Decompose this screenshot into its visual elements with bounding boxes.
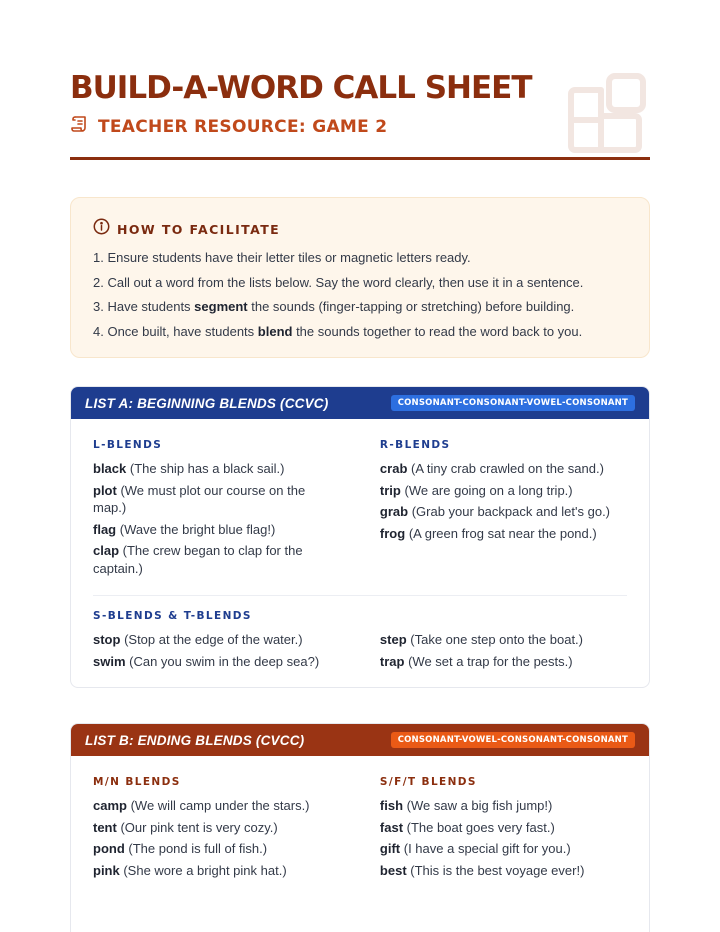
word-entry: black (The ship has a black sail.) [93,461,285,476]
word-entry: flag (Wave the bright blue flag!) [93,521,276,537]
s-blends-column [93,631,380,674]
word-entry: grab (Grab your backpack and let's go.) [379,504,611,519]
list-a-header [71,387,649,419]
word-entry: trap (We set a trap for the pests.) [379,653,573,669]
emphasis-segment: segment [194,299,248,314]
word-entry: best (This is the best voyage ever!) [379,862,585,878]
group-label: R-BLENDS [379,439,451,451]
word-entry: clap (The crew began to clap for the captain.) [93,543,303,576]
word-entry: step (Take one step onto the boat.) [379,632,583,647]
scroll-icon [70,114,90,139]
section-divider [93,595,627,596]
word-entry: pond (The pond is full of fish.) [93,841,268,856]
word-entry: plot (We must plot our course on the map.) [93,482,306,515]
list-a-pattern-tag: CONSONANT-CONSONANT-VOWEL-CONSONANT [391,395,635,411]
facilitate-header [93,218,627,240]
word-entry: gift (I have a special gift for you.) [379,841,571,856]
word-entry: trip (We are going on a long trip.) [379,482,573,498]
word-entry: crab (A tiny crab crawled on the sand.) [379,461,604,476]
word-entry: pink (She wore a bright pink hat.) [93,862,287,878]
page-title: BUILD-A-WORD CALL SHEET [70,70,532,106]
list-b-body [71,756,649,893]
facilitate-box [70,197,650,358]
list-b-title: LIST B: ENDING BLENDS (CVCC) [85,732,305,748]
page-subtitle: TEACHER RESOURCE: GAME 2 [98,116,388,137]
word-entry: tent (Our pink tent is very cozy.) [93,819,278,835]
instruction-item: 1. Ensure students have their letter tiles or magnetic letters ready. [93,250,471,265]
list-a-title: LIST A: BEGINNING BLENDS (CCVC) [85,395,329,411]
l-blends-column [93,439,380,581]
word-entry: frog (A green frog sat near the pond.) [379,525,597,541]
r-blends-column [380,439,627,581]
word-entry: swim (Can you swim in the deep sea?) [93,653,320,669]
instruction-item: 3. Have students segment the sounds (finger-tapping or stretching) before building. [93,299,575,314]
word-entry: fast (The boat goes very fast.) [379,819,555,835]
emphasis-blend: blend [257,323,293,339]
page-header [70,70,650,139]
grid-blocks-icon [565,72,649,156]
list-b-header [71,724,649,756]
mn-blends-column [93,776,380,883]
list-a-card [70,386,650,688]
group-label: M/N BLENDS [93,776,181,788]
instruction-item: 2. Call out a word from the lists below. Say the word clearly, then use it in a sentence. [93,274,584,290]
word-entry: camp (We will camp under the stars.) [93,798,310,813]
list-a-body [71,419,649,684]
subtitle-row [70,114,650,139]
info-icon [93,218,110,240]
facilitate-title: HOW TO FACILITATE [117,221,281,237]
word-entry: fish (We saw a big fish jump!) [379,798,553,813]
group-label: S-BLENDS & T-BLENDS [93,610,252,622]
instruction-item: 4. Once built, have students blend the sounds together to read the word back to you. [93,323,583,339]
t-blends-column [380,631,627,674]
sft-blends-column [380,776,627,883]
list-b-pattern-tag: CONSONANT-VOWEL-CONSONANT-CONSONANT [391,732,635,748]
word-entry: stop (Stop at the edge of the water.) [93,632,303,647]
group-label: L-BLENDS [93,439,163,451]
group-label: S/F/T BLENDS [379,776,477,788]
list-b-card [70,723,650,932]
header-rule [70,157,650,160]
